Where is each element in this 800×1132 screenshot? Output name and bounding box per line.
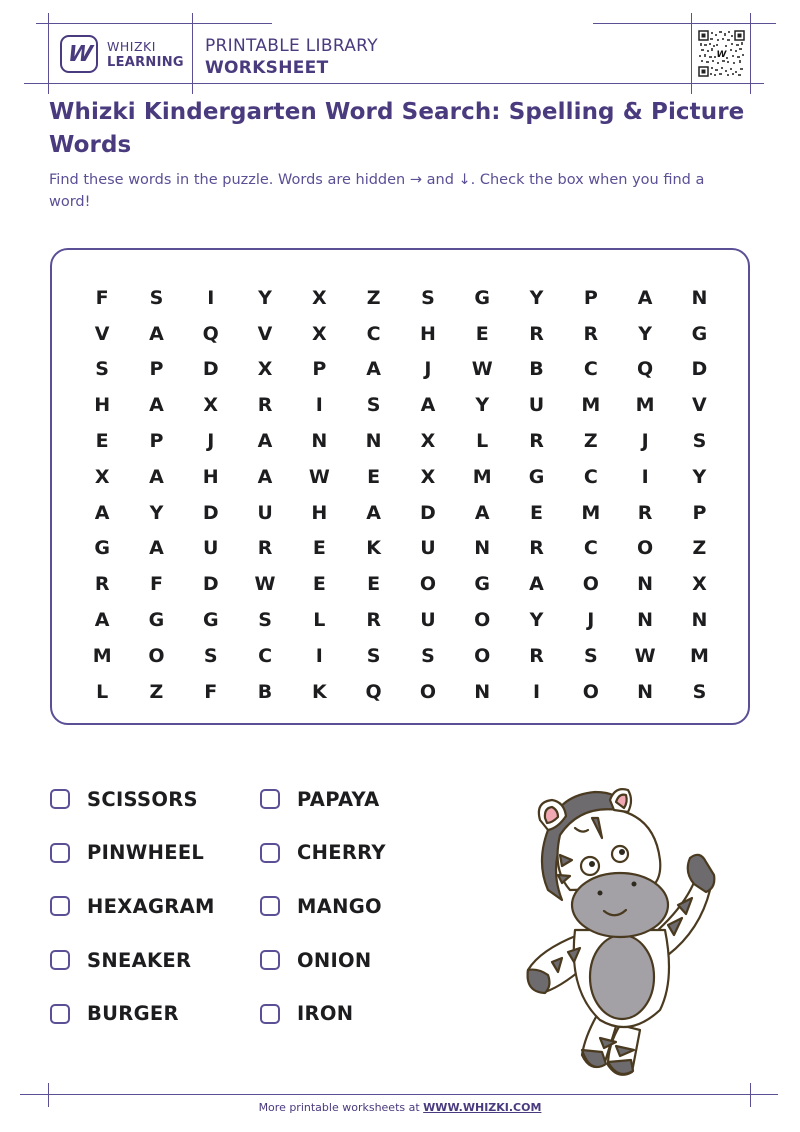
grid-cell[interactable]: D	[691, 358, 708, 381]
grid-cell[interactable]: N	[474, 537, 491, 560]
grid-cell[interactable]: H	[311, 501, 328, 524]
grid-cell[interactable]: R	[257, 537, 273, 560]
grid-cell[interactable]: N	[637, 680, 654, 703]
grid-cell[interactable]: I	[207, 286, 215, 309]
grid-cell[interactable]: Y	[258, 286, 272, 309]
grid-cell[interactable]: F	[95, 286, 109, 309]
grid-cell[interactable]: L	[96, 680, 109, 703]
word-list-item	[260, 999, 460, 1029]
grid-cell[interactable]: U	[203, 537, 219, 560]
grid-cell[interactable]: D	[202, 501, 219, 524]
grid-cell[interactable]: E	[312, 537, 326, 560]
grid-cell[interactable]: H	[202, 465, 219, 488]
word-label: CHERRY	[297, 841, 386, 865]
page-title: Whizki Kindergarten Word Search: Spelling & Picture Words	[49, 99, 745, 158]
grid-cell[interactable]: N	[637, 573, 654, 596]
grid-cell[interactable]: S	[366, 394, 381, 417]
grid-cell[interactable]: Z	[149, 680, 164, 703]
word-search-grid	[75, 280, 725, 710]
grid-cell[interactable]: R	[529, 430, 544, 453]
grid-cell[interactable]: X	[420, 430, 436, 453]
grid-cell[interactable]: Z	[583, 430, 598, 453]
grid-cell[interactable]: M	[92, 644, 112, 667]
grid-cell[interactable]: Y	[529, 609, 544, 632]
word-list-item	[50, 999, 260, 1029]
word-list-item	[50, 891, 260, 921]
grid-cell[interactable]: I	[532, 680, 541, 703]
grid-cell[interactable]: X	[203, 394, 219, 417]
word-checkbox[interactable]	[260, 950, 280, 970]
grid-cell[interactable]: W	[634, 644, 656, 667]
grid-cell[interactable]: Q	[202, 322, 219, 345]
grid-cell[interactable]: D	[420, 501, 436, 524]
word-list-item	[260, 945, 460, 975]
word-label: BURGER	[87, 1002, 179, 1026]
header-divider-mid	[192, 13, 193, 94]
grid-cell[interactable]: A	[366, 358, 381, 381]
grid-cell[interactable]: J	[207, 430, 215, 453]
grid-cell[interactable]: N	[637, 609, 654, 632]
word-label: PINWHEEL	[87, 841, 205, 865]
footer-text: More printable worksheets at	[258, 1101, 424, 1114]
grid-cell[interactable]: B	[257, 680, 273, 703]
grid-cell[interactable]: Y	[638, 322, 652, 345]
grid-cell[interactable]: Z	[366, 286, 381, 309]
grid-cell[interactable]: B	[529, 358, 544, 381]
grid-cell[interactable]: A	[366, 501, 381, 524]
doc-type-label: WORKSHEET	[205, 58, 329, 78]
grid-cell[interactable]: A	[257, 465, 273, 488]
grid-cell[interactable]: X	[312, 322, 327, 345]
grid-cell[interactable]: W	[254, 573, 276, 596]
word-list-item	[260, 784, 460, 814]
zebra-illustration	[500, 780, 730, 1080]
grid-cell[interactable]: S	[692, 430, 707, 453]
grid-cell[interactable]: E	[312, 573, 326, 596]
header-top-rule	[36, 23, 272, 24]
library-label: PRINTABLE LIBRARY	[205, 36, 378, 56]
brand-line-2: LEARNING	[107, 55, 184, 70]
logo-letter: W	[66, 41, 92, 67]
grid-cell[interactable]: F	[204, 680, 218, 703]
grid-cell[interactable]: W	[308, 465, 330, 488]
grid-cell[interactable]: A	[529, 573, 544, 596]
header-divider-qr-right	[750, 13, 751, 94]
grid-cell[interactable]: A	[420, 394, 436, 417]
grid-cell[interactable]: A	[474, 501, 490, 524]
grid-cell[interactable]: K	[366, 537, 381, 560]
header-divider-left	[48, 13, 49, 94]
grid-cell[interactable]: C	[366, 322, 381, 345]
grid-cell[interactable]: I	[641, 465, 649, 488]
grid-cell[interactable]: K	[311, 680, 327, 703]
grid-cell[interactable]: E	[367, 573, 381, 596]
grid-cell[interactable]: S	[258, 609, 272, 632]
grid-cell[interactable]: V	[692, 394, 707, 417]
word-label: PAPAYA	[297, 787, 380, 811]
grid-cell[interactable]: I	[315, 394, 323, 417]
grid-cell[interactable]: R	[583, 322, 599, 345]
grid-cell[interactable]: S	[203, 644, 218, 667]
grid-cell[interactable]: G	[528, 465, 545, 488]
grid-cell[interactable]: M	[635, 394, 655, 417]
grid-cell[interactable]: P	[583, 286, 598, 309]
grid-cell[interactable]: U	[528, 394, 545, 417]
grid-cell[interactable]: X	[257, 358, 273, 381]
brand-name	[107, 39, 184, 71]
whizki-logo-icon	[60, 35, 98, 73]
grid-cell[interactable]: H	[419, 322, 436, 345]
word-list-item	[260, 891, 460, 921]
grid-cell[interactable]: A	[257, 430, 273, 453]
grid-cell[interactable]: N	[691, 286, 708, 309]
word-list	[50, 784, 460, 1052]
grid-cell[interactable]: J	[641, 430, 649, 453]
grid-cell[interactable]: U	[420, 609, 436, 632]
qr-code-icon	[698, 30, 745, 77]
word-checkbox[interactable]	[260, 843, 280, 863]
grid-cell[interactable]: L	[313, 609, 326, 632]
grid-cell[interactable]: O	[148, 644, 165, 667]
grid-cell[interactable]: G	[474, 286, 491, 309]
grid-cell[interactable]: O	[419, 680, 436, 703]
svg-text:W: W	[716, 50, 727, 60]
word-checkbox[interactable]	[50, 896, 70, 916]
grid-cell[interactable]: A	[637, 286, 653, 309]
grid-cell[interactable]: S	[366, 644, 381, 667]
header-label	[205, 35, 378, 79]
grid-cell[interactable]: V	[257, 322, 273, 345]
grid-cell[interactable]: Z	[692, 537, 707, 560]
grid-cell[interactable]: O	[582, 680, 599, 703]
grid-cell[interactable]: A	[94, 609, 110, 632]
grid-cell[interactable]: Q	[637, 358, 654, 381]
grid-cell[interactable]: M	[581, 394, 601, 417]
word-checkbox[interactable]	[260, 896, 280, 916]
grid-cell[interactable]: N	[691, 609, 708, 632]
grid-cell[interactable]: A	[149, 322, 164, 345]
footer	[0, 1101, 800, 1114]
grid-cell[interactable]: R	[94, 573, 110, 596]
grid-cell[interactable]: S	[692, 680, 707, 703]
grid-cell[interactable]: O	[474, 609, 491, 632]
grid-cell[interactable]: P	[149, 358, 164, 381]
grid-cell[interactable]: E	[367, 465, 381, 488]
grid-cell[interactable]: O	[419, 573, 436, 596]
word-label: SNEAKER	[87, 948, 192, 972]
grid-cell[interactable]: E	[530, 501, 544, 524]
grid-cell[interactable]: R	[637, 501, 653, 524]
grid-cell[interactable]: S	[583, 644, 598, 667]
grid-cell[interactable]: R	[529, 322, 544, 345]
grid-cell[interactable]: S	[149, 286, 164, 309]
grid-cell[interactable]: E	[95, 430, 109, 453]
word-label: HEXAGRAM	[87, 894, 215, 918]
grid-cell[interactable]: G	[148, 609, 165, 632]
grid-cell[interactable]: J	[587, 609, 595, 632]
grid-cell[interactable]: O	[474, 644, 491, 667]
grid-cell[interactable]: H	[94, 394, 111, 417]
header-top-rule-right	[593, 23, 776, 24]
grid-cell[interactable]: R	[529, 644, 544, 667]
grid-cell[interactable]: R	[257, 394, 273, 417]
grid-cell[interactable]: D	[202, 573, 219, 596]
header-divider-qr-left	[691, 13, 692, 94]
word-checkbox[interactable]	[260, 789, 280, 809]
header-bottom-rule	[24, 83, 764, 84]
grid-cell[interactable]: N	[474, 680, 491, 703]
word-list-item	[50, 838, 260, 868]
grid-cell[interactable]: N	[365, 430, 382, 453]
website-link[interactable]: WWW.WHIZKI.COM	[423, 1101, 542, 1114]
grid-cell[interactable]: S	[95, 358, 109, 381]
word-list-item	[50, 945, 260, 975]
word-checkbox[interactable]	[50, 789, 70, 809]
grid-cell[interactable]: U	[257, 501, 273, 524]
grid-cell[interactable]: M	[689, 644, 709, 667]
word-label: MANGO	[297, 894, 382, 918]
grid-cell[interactable]: O	[582, 573, 599, 596]
grid-cell[interactable]: G	[94, 537, 110, 560]
grid-cell[interactable]: C	[583, 537, 598, 560]
grid-cell[interactable]: N	[311, 430, 328, 453]
word-checkbox[interactable]	[50, 950, 70, 970]
grid-cell[interactable]: Y	[149, 501, 164, 524]
grid-cell[interactable]: C	[583, 358, 598, 381]
grid-cell[interactable]: Y	[475, 394, 490, 417]
brand-line-1: WHIZKI	[107, 39, 156, 54]
grid-cell[interactable]: P	[312, 358, 327, 381]
grid-cell[interactable]: J	[424, 358, 432, 381]
grid-cell[interactable]: I	[315, 644, 323, 667]
grid-cell[interactable]: A	[149, 465, 164, 488]
grid-cell[interactable]: P	[692, 501, 707, 524]
footer-rule	[20, 1094, 778, 1095]
grid-cell[interactable]: R	[529, 537, 544, 560]
grid-cell[interactable]: P	[149, 430, 164, 453]
grid-cell[interactable]: C	[258, 644, 273, 667]
word-label: SCISSORS	[87, 787, 198, 811]
grid-cell[interactable]: O	[637, 537, 654, 560]
word-list-item	[260, 838, 460, 868]
grid-cell[interactable]: R	[366, 609, 381, 632]
grid-cell[interactable]: F	[149, 573, 163, 596]
grid-cell[interactable]: A	[94, 501, 110, 524]
grid-cell[interactable]: S	[421, 644, 435, 667]
grid-cell[interactable]: X	[312, 286, 327, 309]
grid-cell[interactable]: G	[202, 609, 219, 632]
word-checkbox[interactable]	[50, 843, 70, 863]
word-list-item	[50, 784, 260, 814]
word-checkbox[interactable]	[260, 1004, 280, 1024]
grid-cell[interactable]: Y	[529, 286, 544, 309]
word-checkbox[interactable]	[50, 1004, 70, 1024]
grid-cell[interactable]: M	[472, 465, 492, 488]
grid-cell[interactable]: A	[149, 537, 164, 560]
grid-cell[interactable]: C	[583, 465, 598, 488]
grid-cell[interactable]: A	[149, 394, 164, 417]
grid-cell[interactable]: Q	[365, 680, 382, 703]
grid-cell[interactable]: W	[471, 358, 493, 381]
grid-cell[interactable]: Y	[692, 465, 707, 488]
grid-cell[interactable]: S	[421, 286, 435, 309]
grid-cell[interactable]: G	[474, 573, 491, 596]
grid-cell[interactable]: U	[420, 537, 436, 560]
grid-cell[interactable]: E	[475, 322, 489, 345]
grid-cell[interactable]: M	[581, 501, 601, 524]
instructions: Find these words in the puzzle. Words are hidden → and ↓. Check the box when you find a word!	[49, 172, 705, 210]
grid-cell[interactable]: G	[691, 322, 708, 345]
grid-cell[interactable]: X	[94, 465, 110, 488]
grid-cell[interactable]: L	[476, 430, 489, 453]
grid-cell[interactable]: X	[420, 465, 436, 488]
word-label: IRON	[297, 1002, 354, 1026]
grid-cell[interactable]: V	[94, 322, 110, 345]
grid-cell[interactable]: D	[202, 358, 219, 381]
grid-cell[interactable]: X	[692, 573, 707, 596]
word-label: ONION	[297, 948, 372, 972]
